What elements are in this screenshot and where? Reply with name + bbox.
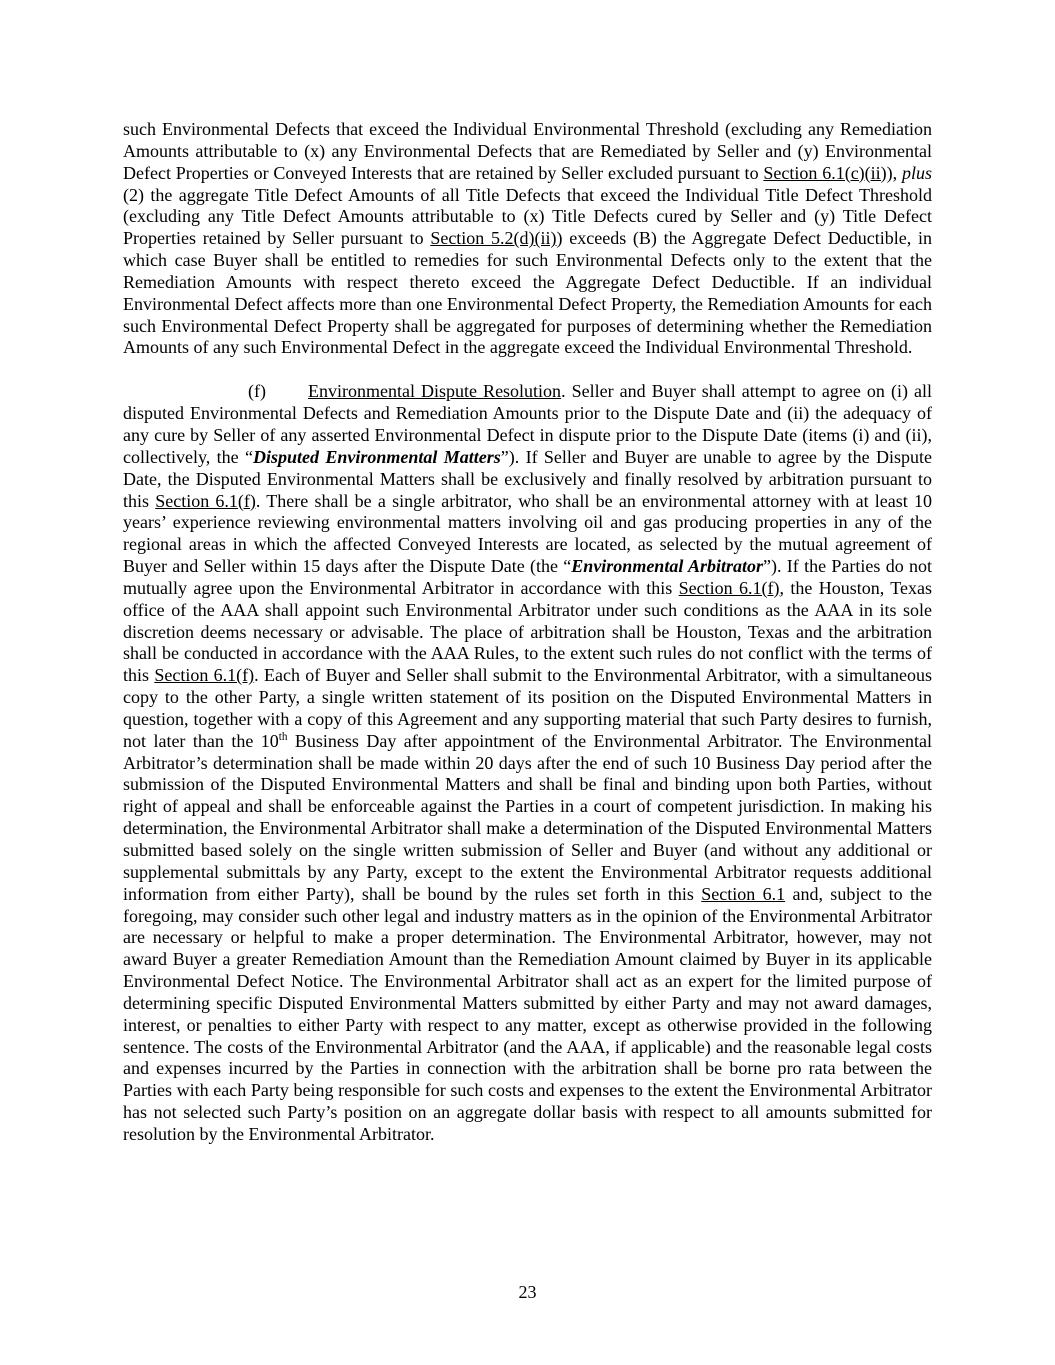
page-number: 23 — [518, 1282, 537, 1302]
paragraph-section-f — [123, 381, 932, 1146]
text-run: Section 6.1(c)(ii) — [763, 162, 887, 183]
text-run: (f) — [248, 381, 266, 402]
text-run: plus — [901, 162, 932, 183]
text-run: ), — [886, 162, 902, 183]
text-run: such Environmental Defects that exceed the Individual Environmental Threshold (excluding any Remediation Amounts attributable to (x) any Environmental Defects that are Remediated by Seller and (y) Environmental Defect Properties or Conveyed Interests that are retained by Seller excluded pursuant to — [123, 119, 932, 183]
text-run: , the Houston, Texas office of the AAA shall appoint such Environmental Arbitrator under such conditions as the AAA in its sole discretion deems necessary or advisable. The place of arbitration shall be Houston, Texas and the arbitration shall be conducted in accordance with the AAA Rules, to the extent such rules do not conflict with the terms of this — [123, 577, 932, 686]
text-run: (2) the aggregate Title Defect Amounts of all Title Defects that exceed the Individual Title Defect Threshold (excluding any Title Defect Amounts attributable to (x) Title Defects cured by Seller and (y) Title Defect Properties retained by Seller pursuant to — [123, 184, 932, 249]
text-run: ) exceeds (B) the Aggregate Defect Deductible, in which case Buyer shall be entitled to remedies for such Environmental Defects only to the extent that the Remediation Amounts with respect thereto exceed the Aggregate Defect Deductible. If an individual Environmental Defect affects more than one Environmental Defect Property, the Remediation Amounts for each such Environmental Defect Property shall be aggregated for purposes of determining whether the Remediation Amounts of any such Environmental Defect in the aggregate exceed the Individual Environmental Threshold. — [123, 228, 932, 358]
text-block — [123, 119, 932, 1146]
text-run: th — [278, 730, 288, 743]
text-run: . Seller and Buyer shall attempt to agree on (i) all disputed Environmental Defects and Remediation Amounts prior to the Dispute Date and (ii) the adequacy of any cure by Seller of any asserted Environmental Defect in dispute prior to the Dispute Date (items (i) and (ii), collectively, the “ — [123, 381, 932, 467]
text-run: Business Day after appointment of the Environmental Arbitrator. The Environmental Arbitrator’s determination shall be made within 20 days after the end of such 10 Business Day period after the submission of the Disputed Environmental Matters and shall be final and binding upon both Parties, without right of appeal and shall be enforceable against the Parties in a court of competent jurisdiction. In making his determination, the Environmental Arbitrator shall make a determination of the Disputed Environmental Matters submitted based solely on the single written submission of Seller and Buyer (and without any additional or supplemental submittals by any Party, except to the extent the Environmental Arbitrator requests additional information from either Party), shall be bound by the rules set forth in this — [123, 730, 932, 904]
text-run: ”). If Seller and Buyer are unable to agree by the Dispute Date, the Disputed Environmental Matters shall be exclusively and finally resolved by arbitration pursuant to this — [123, 446, 932, 511]
text-run: Section 5.2(d)(ii) — [430, 228, 557, 249]
text-run: Section 6.1(f) — [154, 665, 255, 686]
text-run: Section 6.1 — [701, 883, 786, 904]
text-run: . Each of Buyer and Seller shall submit to the Environmental Arbitrator, with a simultaneous copy to the other Party, a single written statement of its position on the Disputed Environmental Matters in question, together with a copy of this Agreement and any supporting material that such Party desires to furnish, not later than the 10 — [123, 665, 932, 751]
text-run: ”). If the Parties do not mutually agree upon the Environmental Arbitrator in accordance with this — [123, 556, 933, 598]
text-run: Disputed Environmental Matters — [252, 446, 501, 467]
text-run: Environmental Arbitrator — [571, 556, 763, 577]
text-run: Section 6.1(f) — [155, 490, 256, 511]
text-run: . There shall be a single arbitrator, who shall be an environmental attorney with at least 10 years’ experience reviewing environmental matters involving oil and gas producing properties in any of the regional areas in which the affected Conveyed Interests are located, as selected by the mutual agreement of Buyer and Seller within 15 days after the Dispute Date (the “ — [123, 490, 932, 577]
text-run: Environmental Dispute Resolution — [307, 381, 562, 402]
paragraph-continuation — [123, 119, 932, 359]
text-run: Section 6.1(f) — [678, 577, 780, 598]
text-run: and, subject to the foregoing, may consider such other legal and industry matters as in the opinion of the Environmental Arbitrator are necessary or helpful to make a proper determination. The Environmental Arbitrator, however, may not award Buyer a greater Remediation Amount than the Remediation Amount claimed by Buyer in its applicable Environmental Defect Notice. The Environmental Arbitrator shall act as an expert for the limited purpose of determining specific Disputed Environmental Matters submitted by either Party and may not award damages, interest, or penalties to either Party with respect to any matter, except as otherwise provided in the following sentence. The costs of the Environmental Arbitrator (and the AAA, if applicable) and the reasonable legal costs and expenses incurred by the Parties in connection with the arbitration shall be borne pro rata between the Parties with each Party being responsible for such costs and expenses to the extent the Environmental Arbitrator has not selected such Party’s position on an aggregate dollar basis with respect to all amounts submitted for resolution by the Environmental Arbitrator. — [123, 883, 932, 1144]
